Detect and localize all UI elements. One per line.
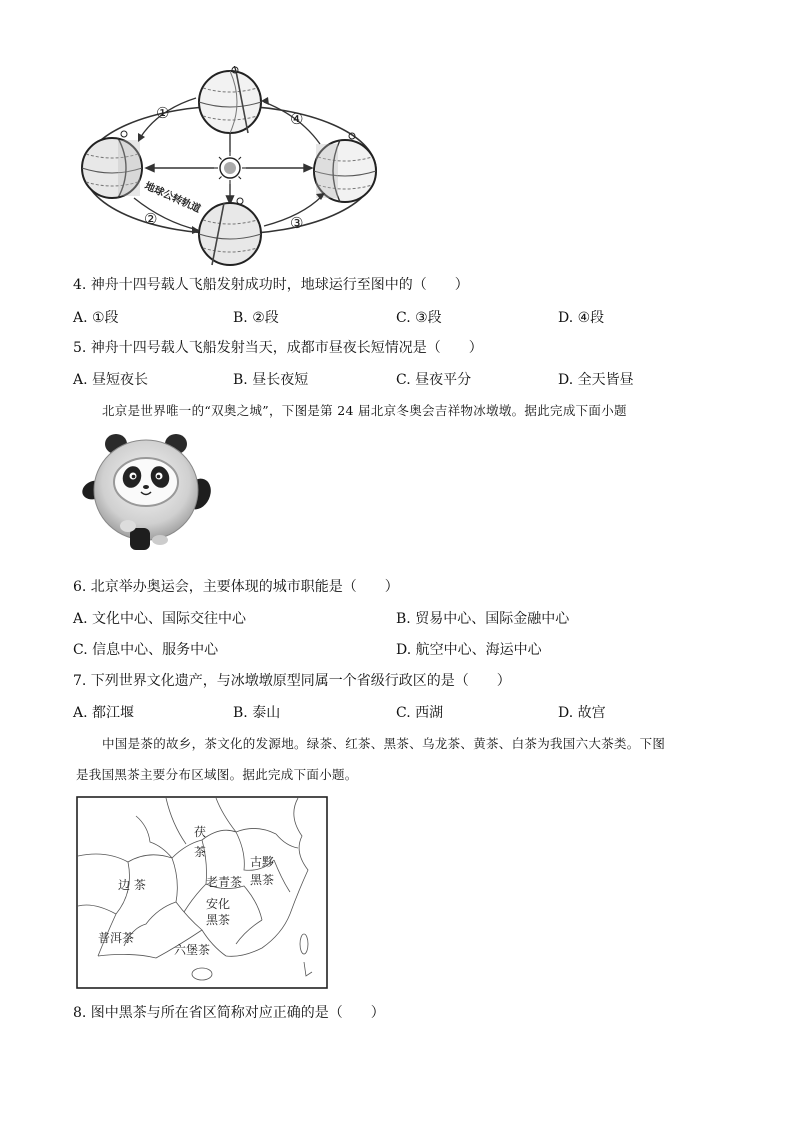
question-5-option-d[interactable]: D. 全天皆昼 <box>558 372 634 388</box>
question-6-stem: 6. 北京举办奥运会，主要体现的城市职能是（ ） <box>73 579 399 595</box>
question-8-stem: 8. 图中黑茶与所在省区简称对应正确的是（ ） <box>73 1005 385 1021</box>
map-label-fu-tea-1: 茯 <box>194 825 207 839</box>
intro-paragraph-tea-line-2: 是我国黑茶主要分布区域图。据此完成下面小题。 <box>76 767 358 782</box>
earth-left <box>82 131 142 198</box>
question-6-option-b[interactable]: B. 贸易中心、国际金融中心 <box>396 611 570 627</box>
map-label-liubao-tea: 六堡茶 <box>174 943 211 957</box>
question-4-option-b[interactable]: B. ②段 <box>233 310 279 326</box>
question-7-option-c[interactable]: C. 西湖 <box>396 705 444 721</box>
map-label-anhua-dark-tea-2: 黑茶 <box>206 913 231 927</box>
question-6-option-d[interactable]: D. 航空中心、海运中心 <box>396 642 542 658</box>
question-7-option-a[interactable]: A. 都江堰 <box>73 705 135 721</box>
segment-label-1: ① <box>156 104 170 122</box>
map-label-fu-tea-2: 茶 <box>194 845 207 859</box>
map-label-guyi-dark-tea-1: 古黟 <box>250 855 275 869</box>
question-7-stem: 7. 下列世界文化遗产，与冰墩墩原型同属一个省级行政区的是（ ） <box>73 673 511 689</box>
earth-top <box>199 66 261 133</box>
segment-label-4: ④ <box>290 110 304 128</box>
map-label-bian-tea: 边 茶 <box>118 878 146 892</box>
question-4-option-c[interactable]: C. ③段 <box>396 310 442 326</box>
question-7-option-d[interactable]: D. 故宫 <box>558 705 606 721</box>
map-label-laoqing-tea: 老青茶 <box>206 875 243 889</box>
intro-paragraph-bingdwendwen: 北京是世界唯一的“双奥之城”，下图是第 24 届北京冬奥会吉祥物冰墩墩。据此完成下面小题 <box>102 403 627 418</box>
sun-icon <box>214 152 246 184</box>
question-7-option-b[interactable]: B. 泰山 <box>233 705 281 721</box>
question-4-option-d[interactable]: D. ④段 <box>558 310 605 326</box>
segment-label-2: ② <box>144 210 158 228</box>
question-5-option-c[interactable]: C. 昼夜平分 <box>396 372 472 388</box>
intro-paragraph-tea-line-1: 中国是茶的故乡，茶文化的发源地。绿茶、红茶、黑茶、乌龙茶、黄茶、白茶为我国六大茶类。下图 <box>102 736 666 751</box>
map-label-puer-tea: 普洱茶 <box>98 931 135 945</box>
segment-label-3: ③ <box>290 214 304 232</box>
question-4-option-a[interactable]: A. ①段 <box>73 310 119 326</box>
question-4-stem: 4. 神舟十四号载人飞船发射成功时，地球运行至图中的（ ） <box>73 277 469 293</box>
question-5-option-a[interactable]: A. 昼短夜长 <box>73 372 149 388</box>
question-5-option-b[interactable]: B. 昼长夜短 <box>233 372 309 388</box>
question-5-stem: 5. 神舟十四号载人飞船发射当天，成都市昼夜长短情况是（ ） <box>73 340 483 356</box>
earth-bottom <box>199 198 261 265</box>
orbit-label: 地球公转轨道 <box>142 180 203 216</box>
earth-orbit-diagram <box>78 66 388 270</box>
map-label-guyi-dark-tea-2: 黑茶 <box>250 873 275 887</box>
question-6-option-c[interactable]: C. 信息中心、服务中心 <box>73 642 219 658</box>
question-6-option-a[interactable]: A. 文化中心、国际交往中心 <box>73 611 247 627</box>
bing-dwen-dwen-mascot-image <box>80 432 216 556</box>
earth-right <box>314 133 376 202</box>
map-label-anhua-dark-tea-1: 安化 <box>206 897 231 911</box>
dark-tea-distribution-map <box>76 796 328 989</box>
